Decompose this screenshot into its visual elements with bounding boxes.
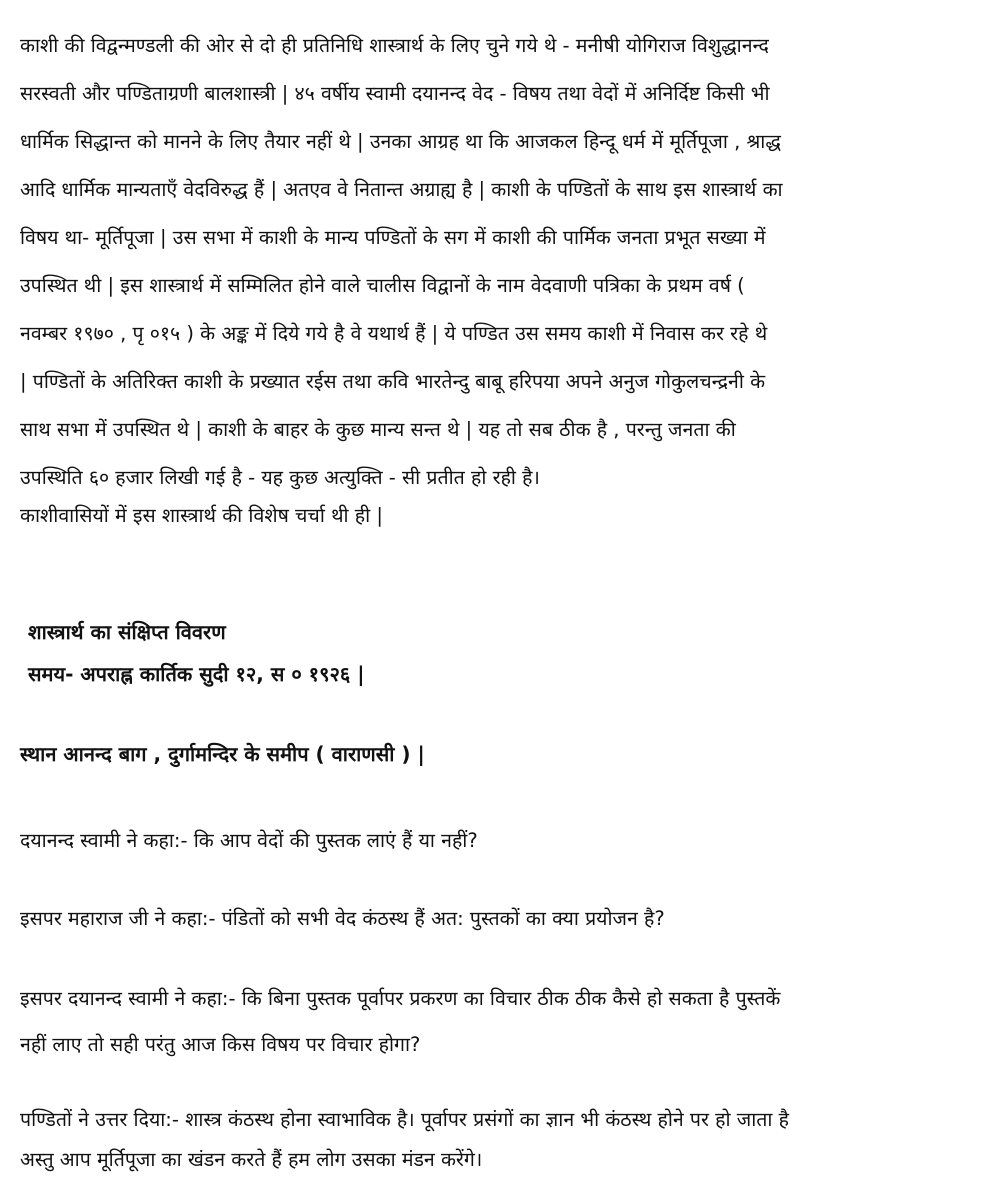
- dialogue-line: पण्डितों ने उत्तर दिया:- शास्त्र कंठस्थ होना स्वाभाविक है। पूर्वापर प्रसंगों का ज्ञान भी कंठस्थ होने पर हो जाता है: [20, 1108, 790, 1131]
- summary-title: शास्त्रार्थ का संक्षिप्त विवरण: [28, 620, 226, 644]
- intro-line: | पण्डितों के अतिरिक्त काशी के प्रख्यात रईस तथा कवि भारतेन्दु बाबू हरिपया अपने अनुज गोकुलचन्द्रनी के: [20, 370, 766, 393]
- intro-line: आदि धार्मिक मान्यताएँ वेदविरुद्ध हैं | अतएव वे नितान्त अग्राह्य है | काशी के पण्डितों के साथ इस शास्त्रार्थ का: [20, 178, 783, 201]
- dialogue-line: इसपर दयानन्द स्वामी ने कहा:- कि बिना पुस्तक पूर्वापर प्रकरण का विचार ठीक ठीक कैसे हो सकता है पुस्तकें: [20, 987, 781, 1010]
- intro-line: उपस्थिति ६० हजार लिखी गई है - यह कुछ अत्युक्ति - सी प्रतीत हो रही है।: [20, 466, 540, 489]
- summary-time: समय- अपराह्न कार्तिक सुदी १२, स ० १९२६ |: [28, 662, 365, 686]
- intro-line: नवम्बर १९७० , पृ ०१५ ) के अङ्क में दिये गये है वे यथार्थ हैं | ये पण्डित उस समय काशी में निवास कर रहे थे: [20, 322, 768, 345]
- dialogue-paragraph: [20, 976, 970, 1068]
- intro-line: साथ सभा में उपस्थित थे | काशी के बाहर के कुछ मान्य सन्त थे | यह तो सब ठीक है , परन्तु जनता की: [20, 418, 736, 441]
- dialogue-line: अस्तु आप मूर्तिपूजा का खंडन करते हैं हम लोग उसका मंडन करेंगे।: [20, 1148, 483, 1171]
- dialogue-paragraph: [20, 818, 970, 864]
- dialogue-line: इसपर महाराज जी ने कहा:- पंडितों को सभी वेद कंठस्थ हैं अत: पुस्तकों का क्या प्रयोजन है?: [20, 907, 665, 930]
- dialogue-line: दयानन्द स्वामी ने कहा:- कि आप वेदों की पुस्तक लाएं हैं या नहीं?: [20, 829, 478, 852]
- intro-paragraph: [20, 22, 970, 534]
- summary-place: स्थान आनन्द बाग , दुर्गामन्दिर के समीप ( वाराणसी ) |: [20, 742, 425, 766]
- intro-line: विषय था- मूर्तिपूजा | उस सभा में काशी के मान्य पण्डितों के सग में काशी की पार्मिक जनता प्रभूत सख्या में: [20, 226, 766, 249]
- intro-line: काशी की विद्वन्मण्डली की ओर से दो ही प्रतिनिधि शास्त्रार्थ के लिए चुने गये थे - मनीषी योगिराज विशुद्धानन्द: [20, 34, 769, 57]
- dialogue-paragraph: [20, 1100, 970, 1180]
- intro-line: धार्मिक सिद्धान्त को मानने के लिए तैयार नहीं थे | उनका आग्रह था कि आजकल हिन्दू धर्म में मूर्तिपूजा , श्राद्ध: [20, 130, 781, 153]
- dialogue-line: नहीं लाए तो सही परंतु आज किस विषय पर विचार होगा?: [20, 1033, 421, 1056]
- intro-tail-line: काशीवासियों में इस शास्त्रार्थ की विशेष चर्चा थी ही |: [20, 504, 383, 527]
- intro-line: उपस्थित थी | इस शास्त्रार्थ में सम्मिलित होने वाले चालीस विद्वानों के नाम वेदवाणी पत्रिका के प्रथम वर्ष (: [20, 274, 745, 297]
- dialogue-paragraph: [20, 896, 970, 942]
- intro-line: सरस्वती और पण्डिताग्रणी बालशास्त्री | ४५ वर्षीय स्वामी दयानन्द वेद - विषय तथा वेदों में अनिर्दिष्ट किसी भी: [20, 82, 770, 105]
